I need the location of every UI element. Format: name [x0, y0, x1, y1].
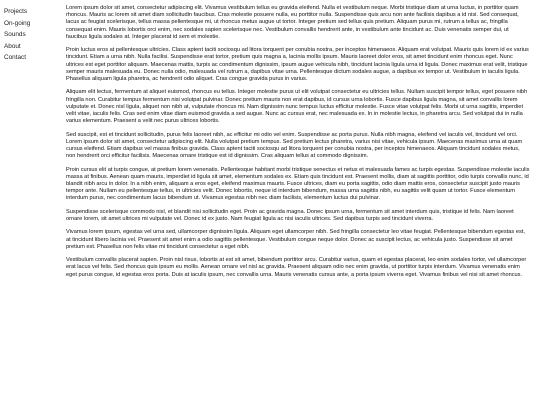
sidebar-nav [4, 6, 60, 64]
body-paragraph: Lorem ipsum dolor sit amet, consectetur adipiscing elit. Vivamus vestibulum tellus eu gravida eleifend. Nulla et vestibulum neque. Morbi tristique diam at urna luctus, in porttitor quam rhoncus. Mauris ac lorem sit amet diam sollicitudin faucibus. Cras molestie posuere nulla, eu porttitor nulla. Suspendisse quis arcu non ante facilisis dapibus a id nisi. Sed consequat, lacus ac feugiat scelerisque, tellus massa pellentesque mi, ut rhoncus metus augue ut tortor. Integer pretium sed tellus quis pretium. Aliquam purus mi, rutrum a tellus ac, fringilla consequat enim. Mauris lobortis orci enim, nec sodales sapien scelerisque nec. Vestibulum convallis hendrerit ante, in vestibulum ante tincidunt ac. Duis venenatis semper dui, ut faucibus ligula sodales at. Integer placerat id sem et molestie. [66, 5, 519, 40]
nav-link-contact[interactable]: Contact [4, 54, 27, 61]
nav-link-sounds[interactable]: Sounds [4, 31, 26, 38]
body-paragraph: Proin luctus eros at pellentesque ultricies. Class aptent taciti sociosqu ad litora torquent per conubia nostra, per inceptos himenaeos. Aliquam erat volutpat. Mauris quis lorem id ex varius tincidunt. Etiam a urna nibh. Nulla facilisi. Suspendisse erat tortor, pretium quis magna a, lacinia mollis ipsum. Mauris laoreet dolor eros, sit amet tincidunt enim rhoncus eget. Nunc ultrices est eget porttitor aliquam. Maecenas mattis, turpis ac condimentum dignissim, ipsum augue vehicula nibh, tincidunt lacinia ligula urna id ligula. Donec maximus erat velit, tristique semper mauris malesuada eu. Donec nulla odio, malesuada vel rutrum a, dapibus vitae urna. Pellentesque dictum sodales augue, a dapibus ex tempor ut. Vestibulum in iaculis ligula. Phasellus aliquam ligula pharetra, ac hendrerit odio aliquet. Cras congue gravida purus in varius. [66, 47, 529, 83]
body-paragraph: Aliquam elit lectus, fermentum at aliquet euismod, rhoncus eu tellus. Integer molestie purus ut elit volutpat consectetur eu ultricies tellus. Nullam suscipit tempor tellus, eget posuere nibh fringilla non. Curabitur tempus fermentum nisi volutpat pulvinar. Donec pretium mauris non erat dapibus, id cursus urna lobortis. Fusce dapibus ligula magna, sit amet convallis lorem vulputate et. Donec nisl ligula, aliquet non nibh at, vulputate rhoncus mi. Nam dignissim nunc tempus luctus efficitur molestie. Fusce vitae volutpat felis. Morbi ut urna sagittis, imperdiet velit vitae, iaculis felis. Cras sed enim vitae diam euismod gravida a sed augue. Nunc ac cursus erat, nec malesuada ex. In in molestie lectus, in pharetra arcu. Sed volutpat dui in nulla varius elementum. Praesent a velit nec purus ultrices lobortis. [66, 89, 528, 125]
body-paragraph: Sed suscipit, est et tincidunt sollicitudin, purus felis laoreet nibh, ac efficitur mi odio vel enim. Suspendisse ac porta purus. Nulla nibh magna, eleifend vel iaculis vel, tincidunt vel orci. Lorem ipsum dolor sit amet, consectetur adipiscing elit. Nulla volutpat pretium tempus. Sed pretium lectus pharetra, varius nisi vitae, vehicula ipsum. Maecenas maximus urna at quam cursus eleifend. Etiam dapibus vel massa finibus gravida. Class aptent taciti sociosqu ad litora torquent per conubia nostra, per inceptos himenaeos. Aliquam tincidunt sodales metus, non hendrerit orci efficitur facilisis. Maecenas ornare tristique est id dignissim. Cras aliquam tellus at commodo dignissim. [66, 131, 523, 160]
nav-link-about[interactable]: About [4, 42, 21, 50]
nav-link-on-going[interactable]: On-going [4, 19, 31, 27]
body-paragraph: Vestibulum convallis placerat sapien. Proin nisl risus, lobortis at est sit amet, bibendum porttitor arcu. Curabitur varius, quam et egestas placerat, leo enim sodales tortor, vel ullamcorper erat lacus vel felis. Sed rhoncus quis ipsum eu mollis. Aenean ornare vel nisl ac gravida. Praesent aliquam odio nec enim gravida, ut porttitor turpis interdum. Vivamus venenatis enim eget purus congue, id egestas eros porta. Duis at iaculis ipsum, nec convallis urna. Mauris venenatis cursus ante, a porta ipsum viverra eget. Vivamus finibus vel nisi sit amet rhoncus. [66, 257, 527, 278]
main-content [66, 5, 530, 403]
body-paragraph: Proin cursus elit at turpis congue, at pretium lorem venenatis. Pellentesque habitant morbi tristique senectus et netus et malesuada fames ac turpis egestas. Suspendisse molestie iaculis massa at finibus. Aenean quam mauris, imperdiet id ligula sit amet, elementum sodales ex. Etiam quis tincidunt est. Praesent mollis, diam at sagittis porttitor, odio turpis convallis nunc, id blandit nibh arcu in dolor. In a nibh enim, aliquam a eros eget, eleifend maximus mauris. Fusce ultrices, diam eu porta sagittis, odio diam mattis eros, consectetur suscipit justo mauris tempor ante. Nullam eu pellentesque tellus, in ultricies velit. Donec lobortis, neque id interdum bibendum, massa urna sagittis nibh, eu sagittis velit quam ut tortor. Fusce elementum interdum purus, nec condimentum lacus bibendum ut. Vivamus egestas nibh nec diam facilisis, elementum luctus dui pulvinar. [66, 166, 530, 202]
nav-link-projects[interactable]: Projects [4, 8, 28, 15]
body-paragraph: Suspendisse scelerisque commodo nisl, et blandit nisi sollicitudin eget. Proin ac gravida magna. Donec ipsum urna, fermentum sit amet interdum quis, tristique id felis. Nam laoreet ornare lorem, sit amet ultrices mi vulputate vel. Donec id ex justo. Nam feugiat ligula ac nisi iaculis ultrices. Sed dapibus turpis sed tincidunt viverra. [66, 208, 514, 223]
body-paragraph: Vivamus lorem ipsum, egestas vel urna sed, ullamcorper dignissim ligula. Aliquam eget ullamcorper nibh. Sed fringilla consectetur leo vitae feugiat. Pellentesque bibendum egestas est, at tincidunt libero lacinia vel. Praesent sit amet enim a odio sagittis pellentesque. Vestibulum congue neque dolor. Donec ac suscipit lectus, ac vehicula justo. Suspendisse sit amet pretium est. Phasellus non felis vitae mi tincidunt consectetur a eget nibh. [66, 229, 525, 250]
